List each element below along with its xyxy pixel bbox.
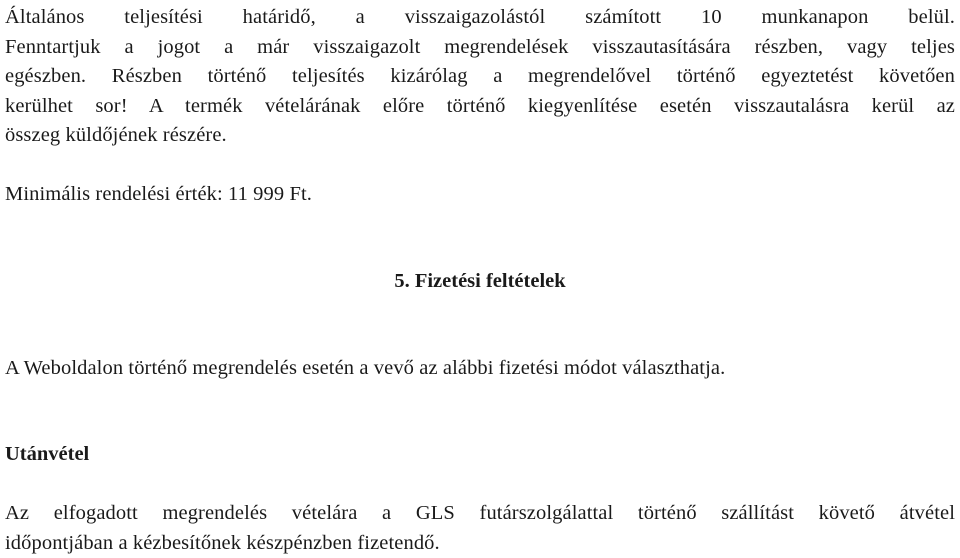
delivery-terms-paragraph — [5, 3, 955, 151]
paragraph-line: kerülhet sor! A termék vételárának előre történő kiegyenlítése esetén visszautalásra kerül az — [5, 92, 955, 122]
paragraph-line: összeg küldőjének részére. — [5, 121, 955, 151]
paragraph-line: egészben. Részben történő teljesítés kizárólag a megrendelővel történő egyeztetést követően — [5, 62, 955, 92]
minimum-order-text: Minimális rendelési érték: 11 999 Ft. — [5, 180, 955, 210]
payment-intro-text: A Weboldalon történő megrendelés esetén a vevő az alábbi fizetési módot választhatja. — [5, 354, 955, 384]
payment-intro-paragraph — [5, 354, 955, 384]
payment-method-description — [5, 499, 955, 558]
paragraph-line: időpontjában a kézbesítőnek készpénzben fizetendő. — [5, 529, 955, 558]
minimum-order-paragraph — [5, 180, 955, 210]
paragraph-line: Az elfogadott megrendelés vételára a GLS futárszolgálattal történő szállítást követő átvétel — [5, 499, 955, 529]
section-heading-payment-terms: 5. Fizetési feltételek — [5, 267, 955, 296]
paragraph-line: Fenntartjuk a jogot a már visszaigazolt megrendelések visszautasítására részben, vagy teljes — [5, 33, 955, 63]
payment-method-title: Utánvétel — [5, 440, 89, 469]
paragraph-line: Általános teljesítési határidő, a visszaigazolástól számított 10 munkanapon belül. — [5, 3, 955, 33]
